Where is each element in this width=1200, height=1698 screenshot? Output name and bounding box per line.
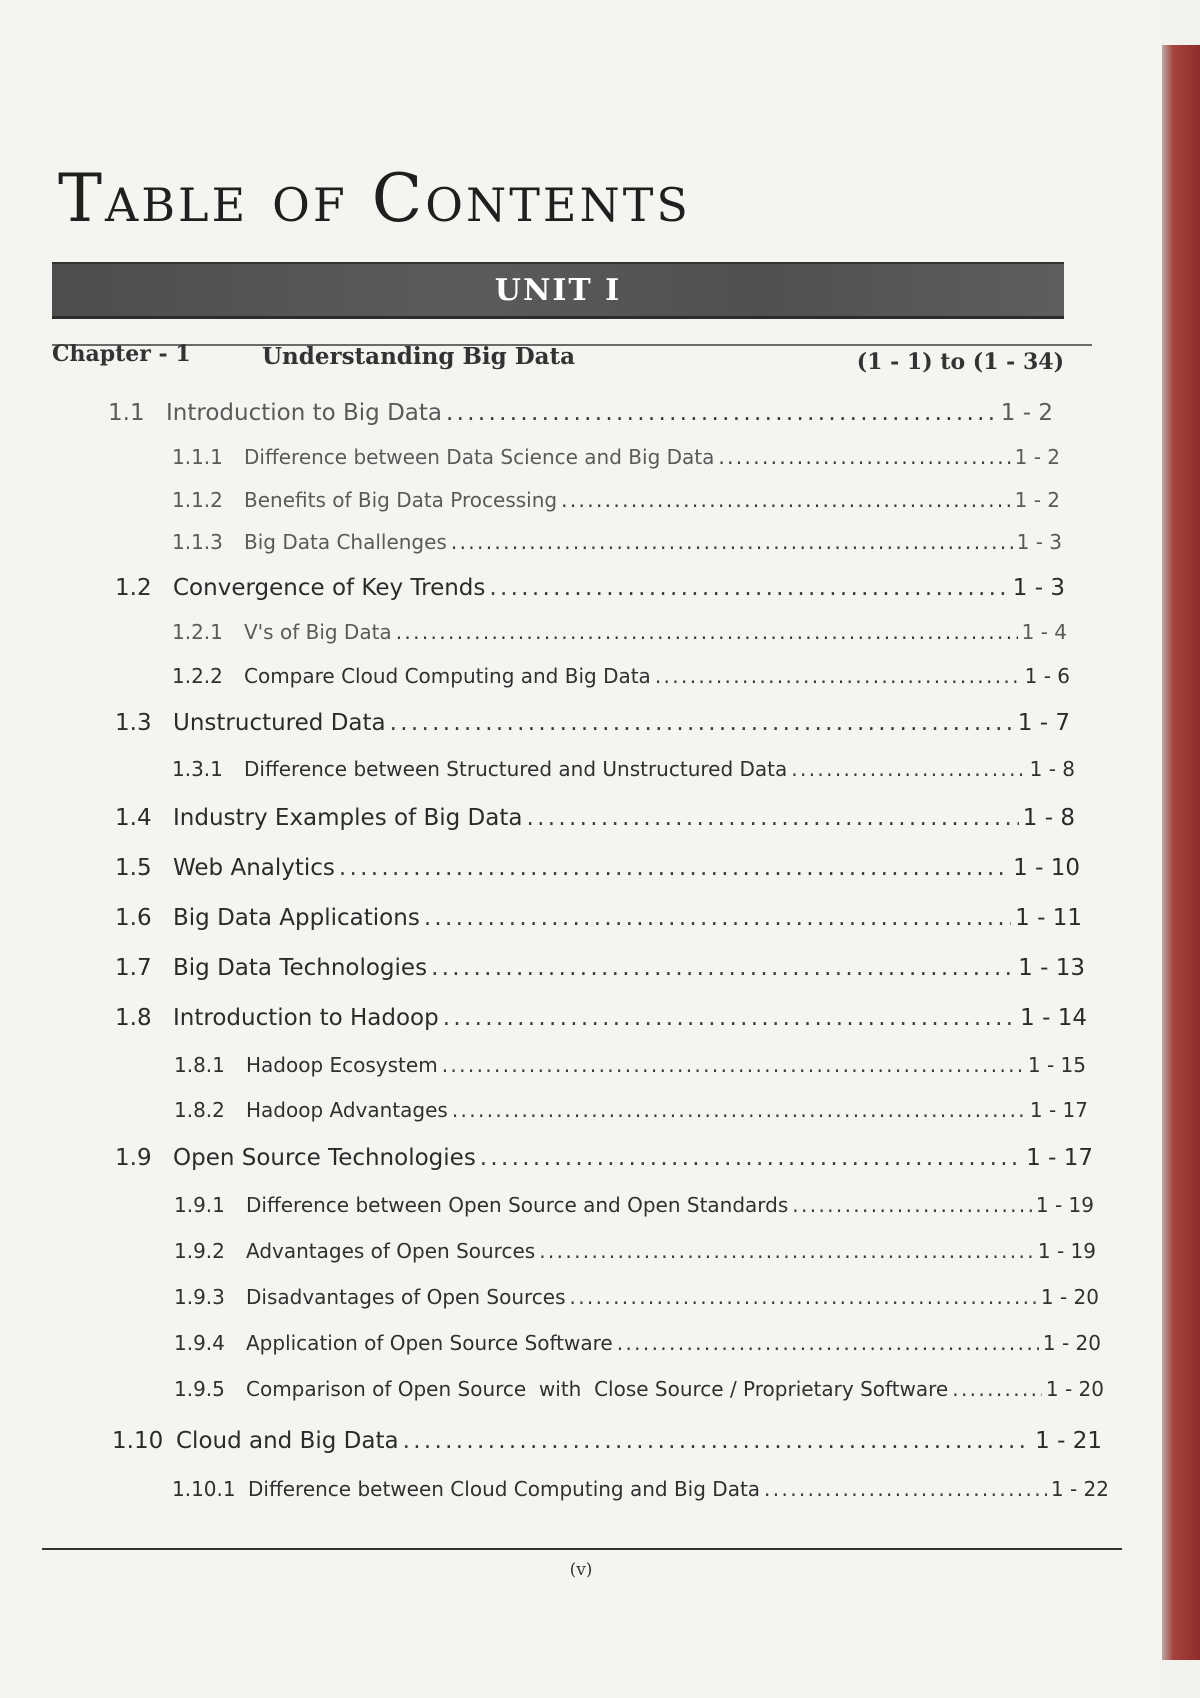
unit-banner	[52, 262, 1064, 319]
dot-leader	[446, 400, 997, 426]
dot-leader	[480, 1145, 1022, 1171]
toc-entry-number: 1.1	[108, 400, 145, 426]
toc-subentry[interactable]	[174, 1285, 1099, 1309]
footer-divider	[42, 1548, 1122, 1550]
toc-subentry[interactable]	[172, 1477, 1109, 1501]
dot-leader	[718, 445, 1010, 469]
toc-entry-page: 1 - 19	[1037, 1239, 1096, 1263]
toc-entry-number: 1.7	[115, 955, 152, 981]
toc-entry-label: Application of Open Source Software	[246, 1331, 613, 1355]
dot-leader	[452, 1098, 1026, 1122]
toc-entry-page: 1 - 3	[1016, 530, 1062, 554]
toc-entry-label: Web Analytics	[173, 855, 335, 881]
toc-entry-label: Difference between Structured and Unstructured Data	[244, 757, 788, 781]
toc-entry-number: 1.5	[115, 855, 152, 881]
toc-entry-label: Difference between Cloud Computing and Big Data	[248, 1477, 761, 1501]
toc-entry-number: 1.8.1	[174, 1053, 225, 1077]
toc-entry-page: 1 - 3	[1012, 575, 1065, 601]
toc-entry-page: 1 - 22	[1050, 1477, 1109, 1501]
toc-subentry[interactable]	[174, 1331, 1101, 1355]
toc-entry-page: 1 - 20	[1042, 1331, 1101, 1355]
toc-entry[interactable]	[115, 1145, 1093, 1171]
toc-subentry[interactable]	[172, 620, 1067, 644]
page-title: Table of Contents	[58, 160, 691, 237]
toc-entry-label: Big Data Applications	[173, 905, 420, 931]
dot-leader	[424, 905, 1011, 931]
toc-entry-label: Hadoop Advantages	[246, 1098, 448, 1122]
chapter-title: Understanding Big Data	[262, 343, 576, 370]
toc-subentry[interactable]	[174, 1053, 1086, 1077]
dot-leader	[952, 1377, 1042, 1401]
toc-subentry[interactable]	[172, 488, 1060, 512]
toc-entry-label: V's of Big Data	[244, 620, 392, 644]
toc-entry-number: 1.2.1	[172, 620, 223, 644]
dot-leader	[403, 1428, 1032, 1454]
toc-entry-label: Convergence of Key Trends	[173, 575, 486, 601]
toc-entry-page: 1 - 2	[1014, 445, 1060, 469]
toc-entry-number: 1.9	[115, 1145, 152, 1171]
toc-entry-label: Big Data Challenges	[244, 530, 447, 554]
toc-entry-page: 1 - 4	[1021, 620, 1067, 644]
dot-leader	[451, 530, 1013, 554]
toc-entry[interactable]	[115, 710, 1070, 736]
toc-entry-label: Disadvantages of Open Sources	[246, 1285, 566, 1309]
book-cover-edge	[1162, 45, 1200, 1660]
dot-leader	[390, 710, 1014, 736]
toc-subentry[interactable]	[172, 530, 1062, 554]
toc-subentry[interactable]	[172, 757, 1075, 781]
toc-entry-number: 1.4	[115, 805, 152, 831]
dot-leader	[570, 1285, 1037, 1309]
toc-entry-page: 1 - 7	[1017, 710, 1070, 736]
dot-leader	[443, 1005, 1016, 1031]
toc-entry[interactable]	[112, 1428, 1102, 1454]
toc-entry-page: 1 - 10	[1013, 855, 1080, 881]
dot-leader	[431, 955, 1014, 981]
toc-subentry[interactable]	[174, 1377, 1104, 1401]
toc-entry-number: 1.3	[115, 710, 152, 736]
toc-entry-label: Unstructured Data	[173, 710, 386, 736]
toc-entry-number: 1.1.3	[172, 530, 223, 554]
toc-entry-label: Introduction to Hadoop	[173, 1005, 439, 1031]
toc-entry-number: 1.10.1	[172, 1477, 236, 1501]
toc-entry-number: 1.2.2	[172, 664, 223, 688]
toc-entry-page: 1 - 11	[1015, 905, 1082, 931]
toc-entry-number: 1.10	[112, 1428, 164, 1454]
toc-entry-label: Difference between Open Source and Open Standards	[246, 1193, 789, 1217]
toc-entry-page: 1 - 2	[1014, 488, 1060, 512]
toc-entry-label: Difference between Data Science and Big Data	[244, 445, 715, 469]
toc-entry-page: 1 - 21	[1035, 1428, 1102, 1454]
toc-entry-label: Big Data Technologies	[173, 955, 428, 981]
dot-leader	[526, 805, 1018, 831]
dot-leader	[561, 488, 1011, 512]
toc-entry-label: Open Source Technologies	[173, 1145, 476, 1171]
toc-entry-label: Hadoop Ecosystem	[246, 1053, 438, 1077]
toc-entry-page: 1 - 13	[1018, 955, 1085, 981]
toc-entry[interactable]	[115, 955, 1085, 981]
toc-entry-label: Compare Cloud Computing and Big Data	[244, 664, 651, 688]
toc-entry[interactable]	[115, 805, 1075, 831]
dot-leader	[655, 664, 1021, 688]
toc-entry-page: 1 - 17	[1029, 1098, 1088, 1122]
toc-entry-page: 1 - 19	[1035, 1193, 1094, 1217]
toc-entry-number: 1.3.1	[172, 757, 223, 781]
toc-subentry[interactable]	[172, 664, 1070, 688]
toc-entry-page: 1 - 6	[1024, 664, 1070, 688]
toc-entry-number: 1.9.2	[174, 1239, 225, 1263]
toc-entry-label: Advantages of Open Sources	[246, 1239, 536, 1263]
toc-entry-page: 1 - 8	[1029, 757, 1075, 781]
dot-leader	[617, 1331, 1039, 1355]
toc-subentry[interactable]	[174, 1193, 1094, 1217]
toc-entry-label: Cloud and Big Data	[176, 1428, 399, 1454]
toc-entry-label: Industry Examples of Big Data	[173, 805, 523, 831]
toc-entry-number: 1.9.3	[174, 1285, 225, 1309]
toc-entry[interactable]	[115, 905, 1082, 931]
dot-leader	[764, 1477, 1047, 1501]
toc-entry-number: 1.8.2	[174, 1098, 225, 1122]
toc-entry-number: 1.6	[115, 905, 152, 931]
toc-entry-page: 1 - 2	[1000, 400, 1053, 426]
dot-leader	[339, 855, 1009, 881]
toc-entry-page: 1 - 20	[1045, 1377, 1104, 1401]
dot-leader	[442, 1053, 1024, 1077]
dot-leader	[539, 1239, 1034, 1263]
toc-entry[interactable]	[115, 1005, 1087, 1031]
toc-subentry[interactable]	[174, 1239, 1096, 1263]
toc-subentry[interactable]	[174, 1098, 1088, 1122]
toc-subentry[interactable]	[172, 445, 1060, 469]
toc-entry[interactable]	[115, 855, 1080, 881]
toc-entry-number: 1.8	[115, 1005, 152, 1031]
toc-entry-label: Introduction to Big Data	[166, 400, 442, 426]
chapter-header	[52, 335, 1064, 375]
chapter-page-range: (1 - 1) to (1 - 34)	[856, 349, 1064, 375]
page-number: (v)	[569, 1560, 593, 1580]
toc-entry-page: 1 - 14	[1020, 1005, 1087, 1031]
toc-entry-number: 1.9.4	[174, 1331, 225, 1355]
toc-entry-number: 1.1.2	[172, 488, 223, 512]
toc-entry-number: 1.9.5	[174, 1377, 225, 1401]
toc-entry-page: 1 - 8	[1022, 805, 1075, 831]
toc-entry-number: 1.2	[115, 575, 152, 601]
unit-label: UNIT I	[494, 272, 622, 308]
toc-entry-page: 1 - 17	[1026, 1145, 1093, 1171]
toc-entry[interactable]	[115, 575, 1065, 601]
dot-leader	[489, 575, 1008, 601]
toc-entry-label: Benefits of Big Data Processing	[244, 488, 558, 512]
toc-entry-label: Comparison of Open Source with Close Source / Proprietary Software	[246, 1377, 949, 1401]
dot-leader	[791, 757, 1025, 781]
toc-entry[interactable]	[108, 400, 1053, 426]
toc-entry-page: 1 - 15	[1027, 1053, 1086, 1077]
toc-entry-number: 1.9.1	[174, 1193, 225, 1217]
toc-entry-page: 1 - 20	[1040, 1285, 1099, 1309]
chapter-number: Chapter - 1	[52, 341, 191, 367]
dot-leader	[792, 1193, 1032, 1217]
toc-entry-number: 1.1.1	[172, 445, 223, 469]
dot-leader	[396, 620, 1018, 644]
